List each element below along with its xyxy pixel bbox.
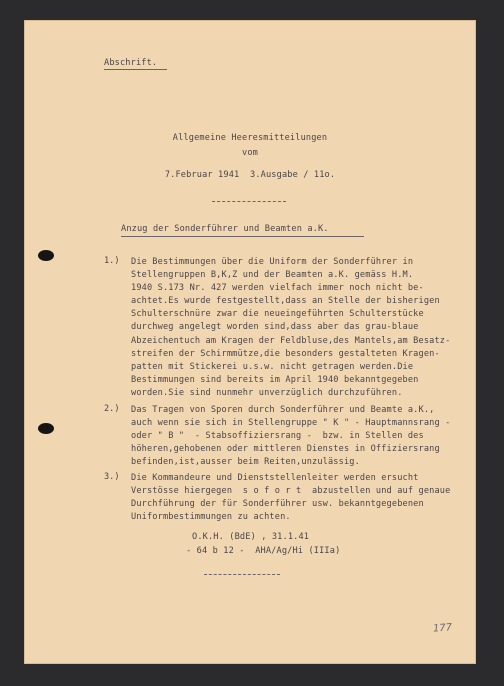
paragraph-line: worden.Sie sind nunmehr unverzüglich durchzuführen.	[131, 387, 403, 398]
paragraph-line: Durchführung der für Sonderführer usw. bekanntgegebenen	[131, 499, 424, 510]
signature-line-1: O.K.H. (BdE) , 31.1.41	[192, 532, 310, 542]
signature-line-2: - 64 b 12 - AHA/Ag/Hi (IIIa)	[186, 546, 341, 556]
page-number-annotation: 177	[432, 622, 453, 635]
paragraph-line: patten mit Stickerei u.s.w. nicht getragen werden.Die	[131, 361, 414, 372]
paragraph-line: 1940 S.173 Nr. 427 werden vielfach immer noch nicht be-	[131, 283, 424, 294]
copy-mark-underline	[104, 69, 167, 70]
paragraph-line: Bestimmungen sind bereits im April 1940 bekanntgegeben	[131, 374, 419, 385]
paragraph-line: Abzeichentuch am Kragen der Feldbluse,des Mantels,am Besatz-	[131, 335, 451, 346]
paragraph-number-1: 1.)	[104, 256, 120, 266]
title-line-2: vom	[242, 148, 258, 158]
paragraph-number-2: 2.)	[104, 404, 120, 414]
paragraph-2	[131, 404, 471, 469]
paragraph-line: Das Tragen von Sporen durch Sonderführer und Beamte a.K.,	[131, 405, 435, 415]
paragraph-line: Die Kommandeure und Dienststellenleiter werden ersucht	[131, 473, 419, 483]
paragraph-line: Verstösse hiergegen s o f o r t abzustellen und auf genaue	[131, 486, 451, 497]
document-page	[24, 20, 476, 664]
paragraph-3	[131, 472, 471, 524]
subject-underline	[121, 236, 364, 237]
paragraph-line: befinden,ist,ausser beim Reiten,unzulässig.	[131, 457, 360, 468]
punch-hole-lower	[38, 423, 54, 434]
paragraph-line: Die Bestimmungen über die Uniform der Sonderführer in	[131, 257, 414, 267]
paragraph-line: auch wenn sie sich in Stellengruppe " K " - Hauptmannsrang -	[131, 418, 451, 429]
punch-hole-upper	[38, 250, 54, 261]
paragraph-line: durchweg angelegt worden sind,dass aber das grau-blaue	[131, 322, 419, 333]
paragraph-1	[131, 256, 471, 400]
closing-separator	[204, 574, 280, 575]
paragraph-line: Schulterschnüre zwar die neueingeführten Schulterstücke	[131, 309, 424, 320]
paragraph-number-3: 3.)	[104, 472, 120, 482]
paragraph-line: streifen der Schirmmütze,die besonders gestalteten Kragen-	[131, 348, 440, 359]
paragraph-line: achtet.Es wurde festgestellt,dass an Stelle der bisherigen	[131, 296, 440, 307]
paragraph-line: höheren,gehobenen oder mittleren Dienstes in Offiziersrang	[131, 444, 440, 455]
copy-mark: Abschrift.	[104, 58, 158, 68]
paragraph-line: Stellengruppen B,K,Z und der Beamten a.K. gemäss H.M.	[131, 270, 414, 281]
title-line-1: Allgemeine Heeresmitteilungen	[172, 133, 328, 143]
paragraph-line: oder " B " - Stabsoffiziersrang - bzw. in Stellen des	[131, 431, 424, 442]
subject-line: Anzug der Sonderführer und Beamten a.K.	[121, 224, 329, 234]
title-separator	[212, 201, 286, 202]
title-line-3: 7.Februar 1941 3.Ausgabe / 11o.	[164, 170, 336, 180]
paragraph-line: Uniformbestimmungen zu achten.	[131, 512, 291, 523]
